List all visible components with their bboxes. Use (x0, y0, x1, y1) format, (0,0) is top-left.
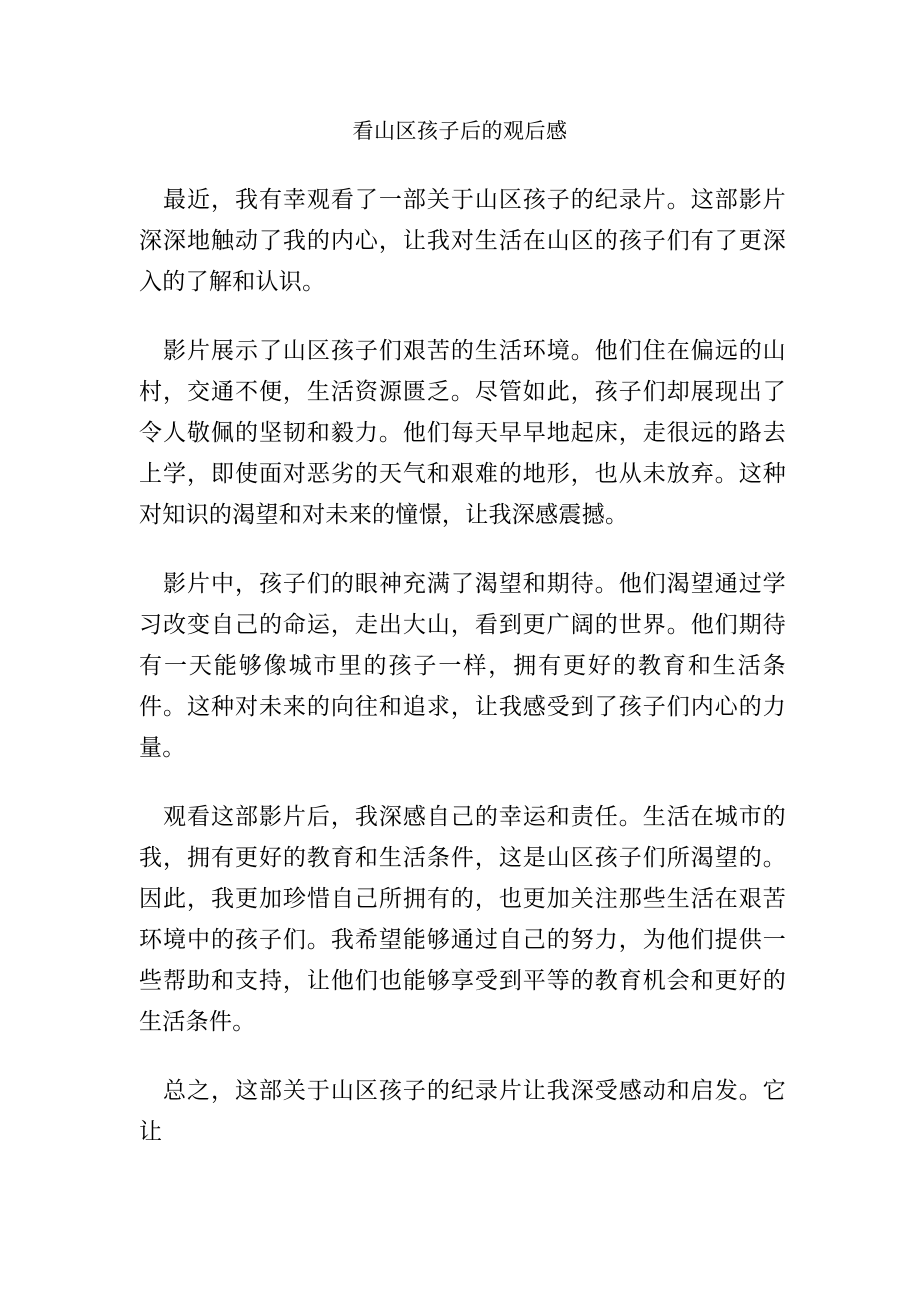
paragraph: 最近，我有幸观看了一部关于山区孩子的纪录片。这部影片深深地触动了我的内心，让我对生活在山区的孩子们有了更深入的了解和认识。 (139, 187, 786, 295)
paragraph: 影片中，孩子们的眼神充满了渴望和期待。他们渴望通过学习改变自己的命运，走出大山，看到更广阔的世界。他们期待有一天能够像城市里的孩子一样，拥有更好的教育和生活条件。这种对未来的向往和追求，让我感受到了孩子们内心的力量。 (139, 571, 786, 761)
document-title: 看山区孩子后的观后感 (352, 119, 568, 143)
paragraph: 观看这部影片后，我深感自己的幸运和责任。生活在城市的我，拥有更好的教育和生活条件，这是山区孩子们所渴望的。因此，我更加珍惜自己所拥有的，也更加关注那些生活在艰苦环境中的孩子们。我希望能够通过自己的努力，为他们提供一些帮助和支持，让他们也能够享受到平等的教育机会和更好的生活条件。 (139, 804, 786, 1035)
document-body (139, 180, 786, 1181)
paragraph: 总之，这部关于山区孩子的纪录片让我深受感动和启发。它让 (139, 1078, 786, 1145)
paragraph: 影片展示了山区孩子们艰苦的生活环境。他们住在偏远的山村，交通不便，生活资源匮乏。尽管如此，孩子们却展现出了令人敬佩的坚韧和毅力。他们每天早早地起床，走很远的路去上学，即使面对恶劣的天气和艰难的地形，也从未放弃。这种对知识的渴望和对未来的憧憬，让我深感震撼。 (139, 338, 786, 528)
